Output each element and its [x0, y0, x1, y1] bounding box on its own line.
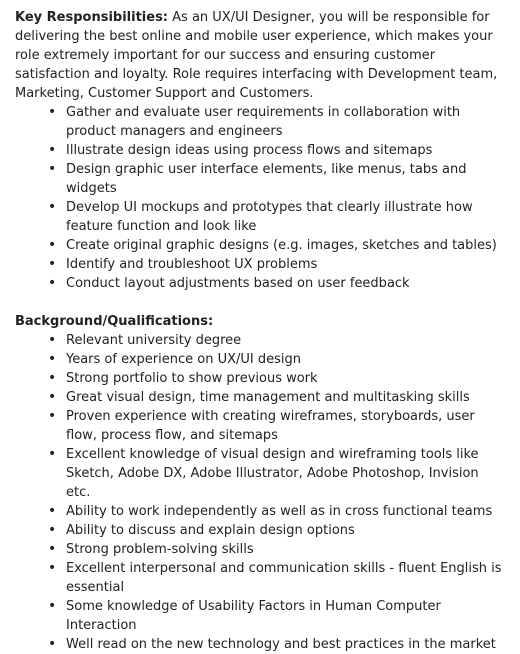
list-item: • Years of experience on UX/UI design	[66, 350, 506, 369]
list-item: • Relevant university degree	[66, 331, 506, 350]
list-item: • Proven experience with creating wireframes, storyboards, user flow, process flow, and sitemaps	[66, 407, 506, 445]
list-item: • Ability to discuss and explain design options	[66, 521, 506, 540]
list-item: • Well read on the new technology and best practices in the market	[66, 635, 506, 654]
list-item: • Strong problem-solving skills	[66, 540, 506, 559]
list-item: • Excellent knowledge of visual design and wireframing tools like Sketch, Adobe DX, Adobe Illustrator, Adobe Photoshop, Invision etc.	[66, 445, 506, 502]
list-item: • Conduct layout adjustments based on user feedback	[66, 274, 506, 293]
qualifications-list	[15, 331, 506, 654]
qualifications-heading: Background/Qualifications:	[15, 314, 214, 329]
responsibilities-list	[15, 103, 506, 293]
intro-paragraph	[15, 8, 506, 103]
list-item: • Gather and evaluate user requirements in collaboration with product managers and engineers	[66, 103, 506, 141]
list-item: • Illustrate design ideas using process flows and sitemaps	[66, 141, 506, 160]
intro-text: As an UX/UI Designer, you will be responsible for delivering the best online and mobile user experience, which makes your role extremely important for our success and ensuring customer satisfaction and loyalty. Role requires interfacing with Development team, Marketing, Customer Support and Customers.	[15, 10, 498, 101]
list-item: • Excellent interpersonal and communication skills - fluent English is essential	[66, 559, 506, 597]
list-item: • Strong portfolio to show previous work	[66, 369, 506, 388]
list-item: • Design graphic user interface elements, like menus, tabs and widgets	[66, 160, 506, 198]
list-item: • Great visual design, time management and multitasking skills	[66, 388, 506, 407]
list-item: • Ability to work independently as well as in cross functional teams	[66, 502, 506, 521]
key-responsibilities-label: Key Responsibilities:	[15, 10, 169, 25]
list-item: • Create original graphic designs (e.g. images, sketches and tables)	[66, 236, 506, 255]
list-item: • Some knowledge of Usability Factors in Human Computer Interaction	[66, 597, 506, 635]
list-item: • Develop UI mockups and prototypes that clearly illustrate how feature function and look like	[66, 198, 506, 236]
list-item: • Identify and troubleshoot UX problems	[66, 255, 506, 274]
